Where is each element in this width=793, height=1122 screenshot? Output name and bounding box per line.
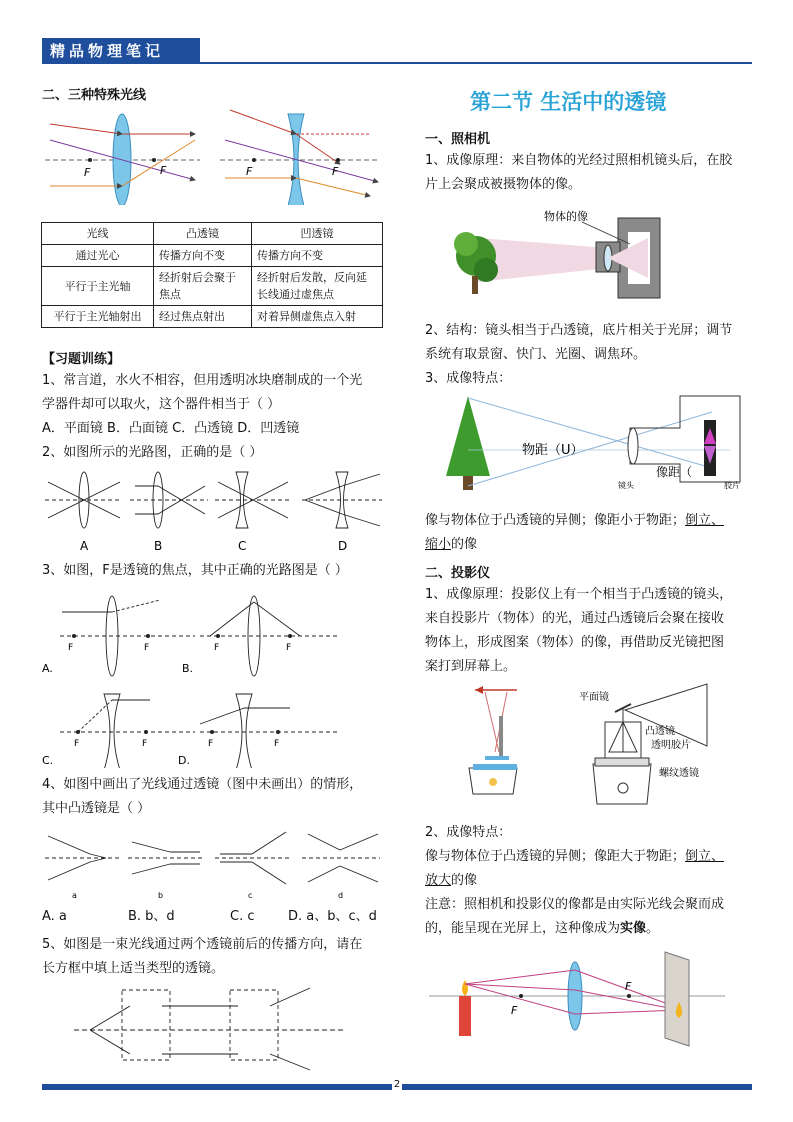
section-title: 第二节 生活中的透镜 — [470, 90, 667, 114]
q4-sub-c: c — [248, 891, 253, 900]
note-text: 的，能呈现在光屏上，这种像成为 — [425, 921, 621, 936]
camera-feature-underline: 倒立、 — [685, 513, 725, 528]
focus-label: F — [286, 643, 292, 653]
camera-feature-text: 的像 — [451, 537, 478, 552]
camera-principle-1: 1、成像原理：来自物体的光经过照相机镜头后，在胶 — [425, 153, 733, 168]
q3-label-c: C. — [42, 754, 54, 767]
projector-principle-2: 来自投影片（物体）的光，通过凸透镜后会聚在接收 — [425, 611, 725, 626]
q2-label-a: A — [80, 539, 89, 553]
table-cell: 经折射后发散，反向延长线通过虚焦点 — [252, 267, 383, 306]
focus-label: F — [274, 739, 280, 749]
q5-figure — [70, 984, 350, 1074]
projector-feature-1 — [425, 846, 724, 868]
focus-label: F — [84, 166, 91, 179]
table-cell: 经过焦点射出 — [154, 306, 252, 328]
mirror-label: 平面镜 — [579, 692, 609, 703]
q4-option-b: B. b、d — [128, 909, 175, 924]
special-rays-figure — [40, 100, 385, 205]
q4-sub-d: d — [338, 891, 344, 900]
header-rule — [200, 62, 752, 64]
projector-features-heading: 2、成像特点： — [425, 825, 512, 840]
focus-label: F — [332, 165, 339, 178]
q4-option-a: A. a — [42, 909, 67, 924]
focus-label: F — [144, 643, 150, 653]
q4-option-c: C. c — [230, 909, 255, 924]
exercise-heading: 【习题训练】 — [42, 352, 121, 367]
table-cell: 通过光心 — [42, 245, 154, 267]
camera-feature-1 — [425, 510, 724, 532]
q4-text-1: 4、如图中画出了光线通过透镜（图中未画出）的情形， — [42, 777, 363, 792]
projector-feature-text: 的像 — [451, 873, 478, 888]
projector-feature-underline: 倒立、 — [685, 849, 725, 864]
q3-text: 3、如图，F是透镜的焦点，其中正确的光路图是（ ） — [42, 563, 348, 578]
camera-principle-2: 片上会聚成被摄物体的像。 — [425, 177, 582, 192]
candle-imaging-figure — [425, 950, 755, 1050]
slide-label: 透明胶片 — [651, 740, 691, 751]
table-header-row — [42, 223, 383, 245]
camera-feature-underline: 缩小 — [425, 537, 452, 552]
q2-label-c: C — [238, 539, 247, 553]
q3-figure — [40, 588, 385, 768]
q4-text-2: 其中凸透镜是（ ） — [42, 801, 151, 816]
lens-label: 镜头 — [618, 481, 634, 490]
q1-options: A．平面镜 B．凸面镜 C．凸透镜 D．凹透镜 — [42, 421, 300, 436]
q2-text: 2、如图所示的光路图，正确的是（ ） — [42, 445, 263, 460]
q4-option-d: D. a、b、c、d — [288, 909, 377, 924]
table-row — [42, 267, 383, 306]
camera-feature-2 — [425, 534, 477, 556]
note-line-1: 注意：照相机和投影仪的像都是由实际光线会聚而成 — [425, 897, 725, 912]
camera-principle-figure — [448, 208, 668, 308]
note-line-2 — [425, 918, 659, 940]
projector-figure — [455, 682, 755, 812]
table-cell: 传播方向不变 — [154, 245, 252, 267]
q1-text-1: 1、常言道，水火不相容，但用透明冰块磨制成的一个光 — [42, 373, 363, 388]
table-header: 凹透镜 — [252, 223, 383, 245]
projector-principle-1: 1、成像原理：投影仪上有一个相当于凸透镜的镜头， — [425, 587, 733, 602]
q4-sub-a: a — [72, 891, 77, 900]
camera-structure-2: 系统有取景窗、快门、光圈、调焦环。 — [425, 347, 647, 362]
image-distance-label: 像距（ — [656, 465, 693, 479]
special-rays-table — [41, 222, 383, 328]
q4-figure — [40, 824, 385, 904]
q2-label-d: D — [338, 539, 348, 553]
object-distance-label: 物距（U） — [522, 443, 584, 458]
focus-label: F — [625, 980, 632, 993]
camera-image-label: 物体的像 — [544, 210, 588, 223]
projector-principle-4: 案打到屏幕上。 — [425, 659, 517, 674]
q2-figure — [40, 470, 385, 555]
focus-label: F — [160, 164, 167, 177]
table-row — [42, 306, 383, 328]
q4-sub-b: b — [158, 891, 164, 900]
page-number: 2 — [393, 1079, 401, 1090]
table-header: 光线 — [42, 223, 154, 245]
q5-text-2: 长方框中填上适当类型的透镜。 — [42, 961, 225, 976]
projector-heading: 二、投影仪 — [425, 566, 491, 581]
table-row — [42, 245, 383, 267]
q5-text-1: 5、如图是一束光线通过两个透镜前后的传播方向，请在 — [42, 937, 363, 952]
q1-text-2: 学器件却可以取火，这个器件相当于（ ） — [42, 397, 281, 412]
projector-feature-text: 像与物体位于凸透镜的异侧；像距大于物距； — [425, 849, 686, 864]
focus-label: F — [208, 739, 214, 749]
projector-feature-2 — [425, 870, 477, 892]
projector-principle-3: 物体上，形成图案（物体）的像，再借助反光镜把图 — [425, 635, 725, 650]
camera-heading: 一、照相机 — [425, 132, 491, 147]
note-keyword: 实像 — [620, 921, 647, 936]
focus-label: F — [68, 643, 74, 653]
fresnel-label: 螺纹透镜 — [659, 768, 699, 779]
convex-lens-label: 凸透镜 — [645, 726, 675, 737]
answer-box-2[interactable] — [230, 990, 278, 1060]
table-header: 凸透镜 — [154, 223, 252, 245]
q3-label-a: A. — [42, 662, 53, 675]
q3-label-d: D. — [178, 754, 190, 767]
camera-features-heading: 3、成像特点： — [425, 371, 512, 386]
focus-label: F — [214, 643, 220, 653]
rays-heading: 二、三种特殊光线 — [42, 88, 147, 103]
table-cell: 平行于主光轴射出 — [42, 306, 154, 328]
table-cell: 经折射后会聚于焦点 — [154, 267, 252, 306]
camera-feature-text: 像与物体位于凸透镜的异侧；像距小于物距； — [425, 513, 686, 528]
projector-feature-underline: 放大 — [425, 873, 452, 888]
camera-imaging-figure — [440, 392, 760, 496]
q2-label-b: B — [154, 539, 163, 553]
focus-label: F — [511, 1004, 518, 1017]
answer-box-1[interactable] — [122, 990, 170, 1060]
camera-structure-1: 2、结构：镜头相当于凸透镜，底片相关于光屏；调节 — [425, 323, 733, 338]
film-label: 胶片 — [724, 481, 740, 490]
q3-label-b: B. — [182, 662, 194, 675]
focus-label: F — [74, 739, 80, 749]
table-cell: 对着异侧虚焦点入射 — [252, 306, 383, 328]
table-cell: 平行于主光轴 — [42, 267, 154, 306]
note-text: 。 — [646, 921, 660, 936]
focus-label: F — [142, 739, 148, 749]
table-cell: 传播方向不变 — [252, 245, 383, 267]
focus-label: F — [246, 165, 253, 178]
header-badge: 精品物理笔记 — [42, 38, 200, 64]
